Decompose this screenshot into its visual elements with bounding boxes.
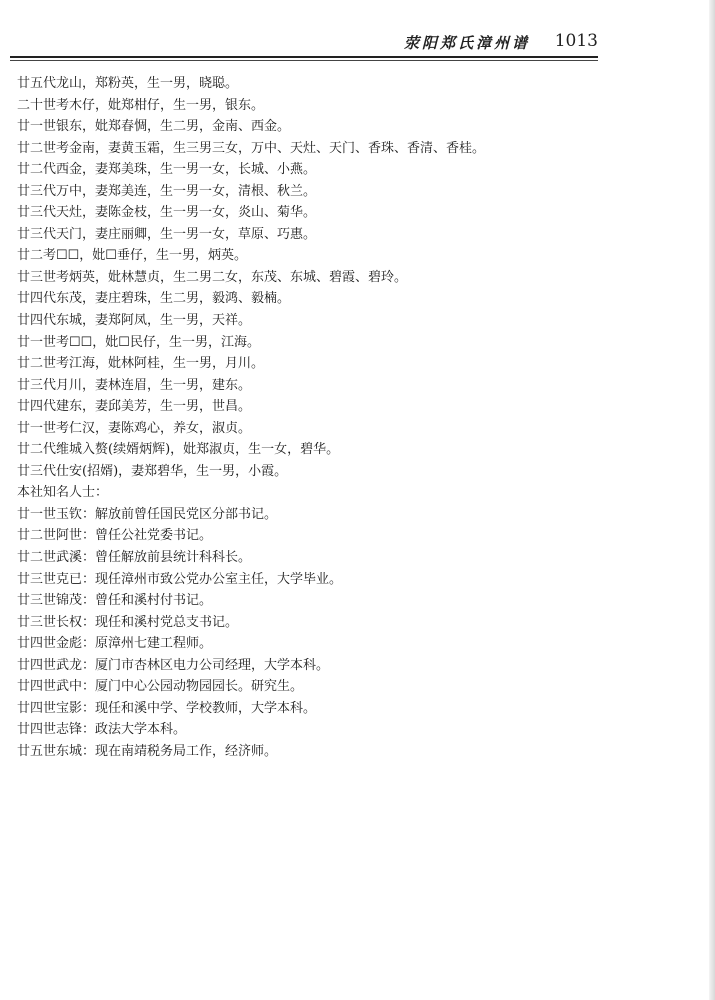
- genealogy-line: 廿一世考☐☐，妣☐民仔，生一男，江海。: [17, 334, 260, 350]
- genealogy-line: 廿二考☐☐，妣☐垂仔，生一男，炳英。: [17, 248, 247, 264]
- page-edge-shadow: [709, 0, 715, 1000]
- genealogy-line: 廿二代维城入赘(续婿炳辉)，妣郑淑贞，生一女，碧华。: [17, 442, 340, 458]
- genealogy-line: 廿四世宝影：现任和溪中学、学校教师，大学本科。: [17, 700, 317, 716]
- genealogy-line: 廿五代龙山，郑粉英，生一男，晓聪。: [17, 76, 239, 91]
- genealogy-line: 廿二世阿世：曾任公社党委书记。: [17, 528, 213, 544]
- page-number: 1013: [554, 31, 598, 51]
- genealogy-line: 廿四世武龙：厦门市杏林区电力公司经理，大学本科。: [17, 657, 330, 673]
- header-rule-thin: [10, 60, 598, 61]
- genealogy-line: 廿四代东茂，妻庄碧珠，生二男，毅鸿、毅楠。: [17, 291, 291, 307]
- genealogy-entries: [17, 73, 597, 763]
- genealogy-line: 廿一世考仁汉，妻陈鸡心，养女，淑贞。: [17, 420, 252, 436]
- header-rule: [10, 56, 598, 58]
- genealogy-line: 廿二世考江海，妣林阿桂，生一男，月川。: [17, 356, 265, 372]
- genealogy-line: 廿三世长权：现任和溪村党总支书记。: [17, 614, 239, 630]
- genealogy-line: 廿一世玉钦：解放前曾任国民党区分部书记。: [17, 506, 278, 522]
- running-header: [12, 28, 600, 56]
- genealogy-line: 廿四代东城，妻郑阿凤，生一男，天祥。: [17, 313, 252, 329]
- genealogy-line: 廿三代天灶，妻陈金枝，生一男一女，炎山、菊华。: [17, 205, 317, 221]
- genealogy-line: 廿四世志锋：政法大学本科。: [17, 722, 187, 738]
- genealogy-line: 廿三世锦茂：曾任和溪村付书记。: [17, 593, 213, 609]
- genealogy-line: 廿三世克已：现任漳州市致公党办公室主任，大学毕业。: [17, 571, 343, 587]
- genealogy-line: 廿二世考金南，妻黄玉霜，生三男三女，万中、天灶、天门、香珠、香清、香桂。: [17, 140, 486, 156]
- genealogy-line: 廿五世东城：现在南靖税务局工作，经济师。: [17, 743, 278, 759]
- genealogy-line: 廿一世银东，妣郑春惆，生二男，金南、西金。: [17, 119, 291, 135]
- header-title: 荥阳郑氏漳州谱: [403, 34, 530, 52]
- genealogy-line: 廿四世金彪：原漳州七建工程师。: [17, 636, 213, 652]
- genealogy-line: 廿四世武中：厦门中心公园动物园园长。研究生。: [17, 679, 304, 695]
- genealogy-line: 廿二世武溪：曾任解放前县统计科科长。: [17, 550, 252, 566]
- genealogy-line: 廿三代月川，妻林连眉，生一男，建东。: [17, 377, 252, 393]
- genealogy-line: 廿四代建东，妻邱美芳，生一男，世昌。: [17, 399, 252, 415]
- genealogy-line: 二十世考木仔，妣郑柑仔，生一男，银东。: [17, 97, 265, 113]
- genealogy-line: 廿三代天门，妻庄丽卿，生一男一女，草原、巧惠。: [17, 226, 317, 242]
- genealogy-line: 廿三世考炳英，妣林慧贞，生二男二女，东茂、东城、碧霞、碧玲。: [17, 269, 408, 285]
- genealogy-line: 廿三代仕安(招婿)，妻郑碧华，生一男，小霞。: [17, 463, 288, 479]
- genealogy-line: 廿三代万中，妻郑美连，生一男一女，清根、秋兰。: [17, 183, 317, 199]
- genealogy-line: 本社知名人士：: [17, 485, 109, 501]
- genealogy-line: 廿二代西金，妻郑美珠，生一男一女，长城、小燕。: [17, 162, 317, 178]
